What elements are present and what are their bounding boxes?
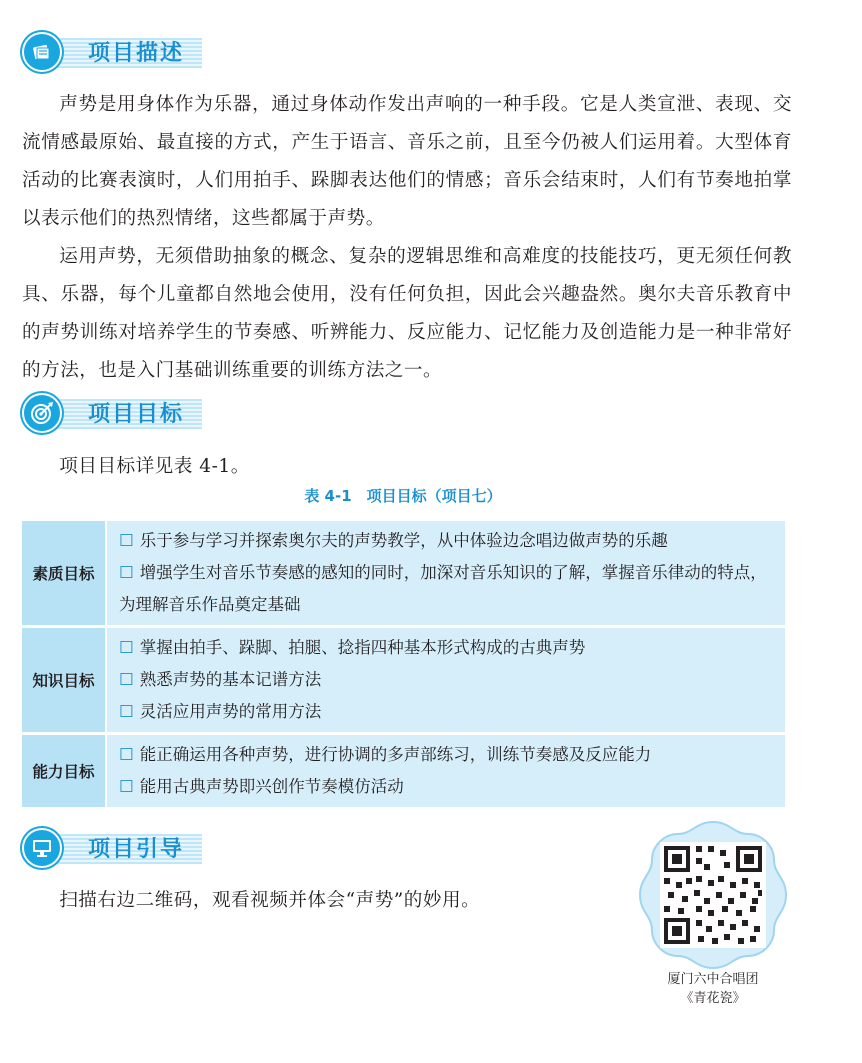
list-item — [119, 771, 775, 803]
goals-intro-text: 项目目标详见表 4-1。 — [59, 456, 250, 477]
table-row — [22, 521, 785, 627]
checkbox-icon: ☐ — [119, 670, 134, 689]
table-row — [22, 627, 785, 734]
row-items — [106, 734, 785, 809]
row-label: 知识目标 — [22, 627, 106, 734]
list-item — [119, 632, 775, 664]
section-header-guide — [22, 828, 212, 868]
guide-body — [22, 882, 622, 920]
section-title: 项目引导 — [88, 837, 185, 862]
table-caption: 表 4-1 项目目标（项目七） — [304, 487, 502, 505]
section-title: 项目描述 — [88, 41, 185, 66]
goals-intro — [22, 448, 792, 486]
qr-caption-line-2: 《青花瓷》 — [680, 991, 746, 1006]
target-icon — [22, 393, 62, 433]
item-text: 灵活应用声势的常用方法 — [139, 702, 322, 721]
section-header-goals — [22, 393, 212, 433]
checkbox-icon: ☐ — [119, 531, 134, 550]
qr-caption — [638, 970, 788, 1008]
checkbox-icon: ☐ — [119, 563, 134, 582]
qr-code[interactable] — [638, 820, 788, 970]
row-label: 素质目标 — [22, 521, 106, 627]
list-item — [119, 664, 775, 696]
list-item — [119, 525, 775, 557]
checkbox-icon: ☐ — [119, 638, 134, 657]
list-item — [119, 557, 775, 621]
description-body — [22, 86, 792, 390]
row-items — [106, 521, 785, 627]
description-paragraph-1: 声势是用身体作为乐器，通过身体动作发出声响的一种手段。它是人类宣泄、表现、交流情感最原始、最直接的方式，产生于语言、音乐之前，且至今仍被人们运用着。大型体育活动的比赛表演时，人们用拍手、跺脚表达他们的情感；音乐会结束时，人们有节奏地拍掌以表示他们的热烈情绪，这些都属于声势。 — [22, 94, 792, 229]
guide-text: 扫描右边二维码，观看视频并体会“声势”的妙用。 — [59, 890, 481, 911]
item-text: 能用古典声势即兴创作节奏模仿活动 — [139, 777, 404, 796]
description-paragraph-2: 运用声势，无须借助抽象的概念、复杂的逻辑思维和高难度的技能技巧，更无须任何教具、乐器，每个儿童都自然地会使用，没有任何负担，因此会兴趣盎然。奥尔夫音乐教育中的声势训练对培养学生的节奏感、听辨能力、反应能力、记忆能力及创造能力是一种非常好的方法，也是入门基础训练重要的训练方法之一。 — [22, 246, 792, 381]
item-text: 乐于参与学习并探索奥尔夫的声势教学，从中体验边念唱边做声势的乐趣 — [139, 531, 668, 550]
section-title: 项目目标 — [88, 402, 185, 427]
table-row — [22, 734, 785, 809]
section-header-description — [22, 32, 212, 72]
row-items — [106, 627, 785, 734]
list-item — [119, 696, 775, 728]
monitor-icon — [22, 828, 62, 868]
goals-table — [22, 521, 785, 810]
list-item — [119, 739, 775, 771]
item-text: 掌握由拍手、跺脚、拍腿、捻指四种基本形式构成的古典声势 — [139, 638, 586, 657]
checkbox-icon: ☐ — [119, 745, 134, 764]
item-text: 能正确运用各种声势，进行协调的多声部练习，训练节奏感及反应能力 — [139, 745, 652, 764]
checkbox-icon: ☐ — [119, 702, 134, 721]
checkbox-icon: ☐ — [119, 777, 134, 796]
item-text: 熟悉声势的基本记谱方法 — [139, 670, 322, 689]
qr-caption-line-1: 厦门六中合唱团 — [667, 972, 759, 987]
row-label: 能力目标 — [22, 734, 106, 809]
document-icon — [22, 32, 62, 72]
item-text: 增强学生对音乐节奏感的感知的同时，加深对音乐知识的了解，掌握音乐律动的特点，为理解音乐作品奠定基础 — [119, 563, 767, 614]
